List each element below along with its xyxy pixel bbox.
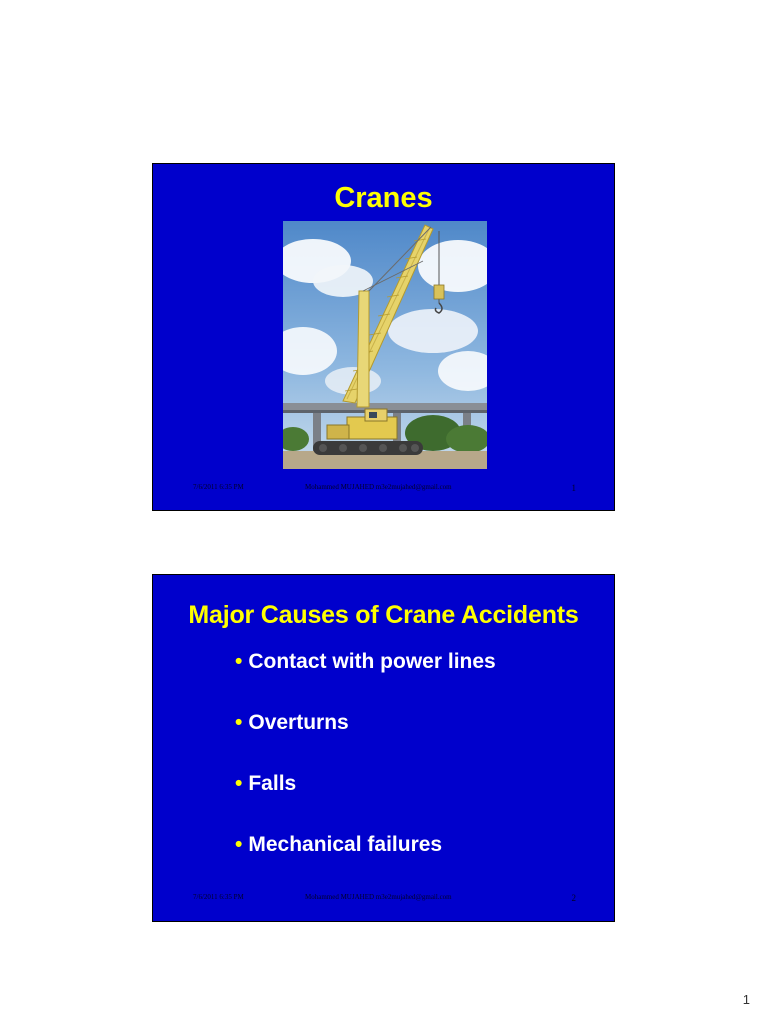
bullet-text: Overturns (248, 711, 349, 734)
bullet-text: Falls (248, 772, 297, 795)
footer-date: 7/6/2011 6:35 PM (193, 483, 244, 491)
bullet-text: Contact with power lines (248, 650, 496, 673)
slide-2 (152, 574, 615, 922)
slide-number: 2 (571, 893, 576, 903)
footer-date: 7/6/2011 6:35 PM (193, 893, 244, 901)
list-item (235, 772, 496, 833)
footer-author: Mohammed MUJAHED m3e2mujahed@gmail.com (305, 893, 452, 901)
list-item (235, 833, 496, 894)
slide-title: Major Causes of Crane Accidents (188, 601, 579, 629)
slide-1 (152, 163, 615, 511)
list-item (235, 650, 496, 711)
bullet-text: Mechanical failures (248, 833, 443, 856)
bullet-icon: • (235, 833, 243, 856)
footer-author: Mohammed MUJAHED m3e2mujahed@gmail.com (305, 483, 452, 491)
list-item (235, 711, 496, 772)
bullet-icon: • (235, 711, 243, 734)
slide-number: 1 (571, 483, 576, 493)
slide-title: Cranes (334, 182, 433, 214)
bullet-icon: • (235, 650, 243, 673)
bullet-list (235, 650, 496, 894)
page-number: 1 (742, 992, 750, 1007)
crane-photo (283, 221, 487, 469)
bullet-icon: • (235, 772, 243, 795)
